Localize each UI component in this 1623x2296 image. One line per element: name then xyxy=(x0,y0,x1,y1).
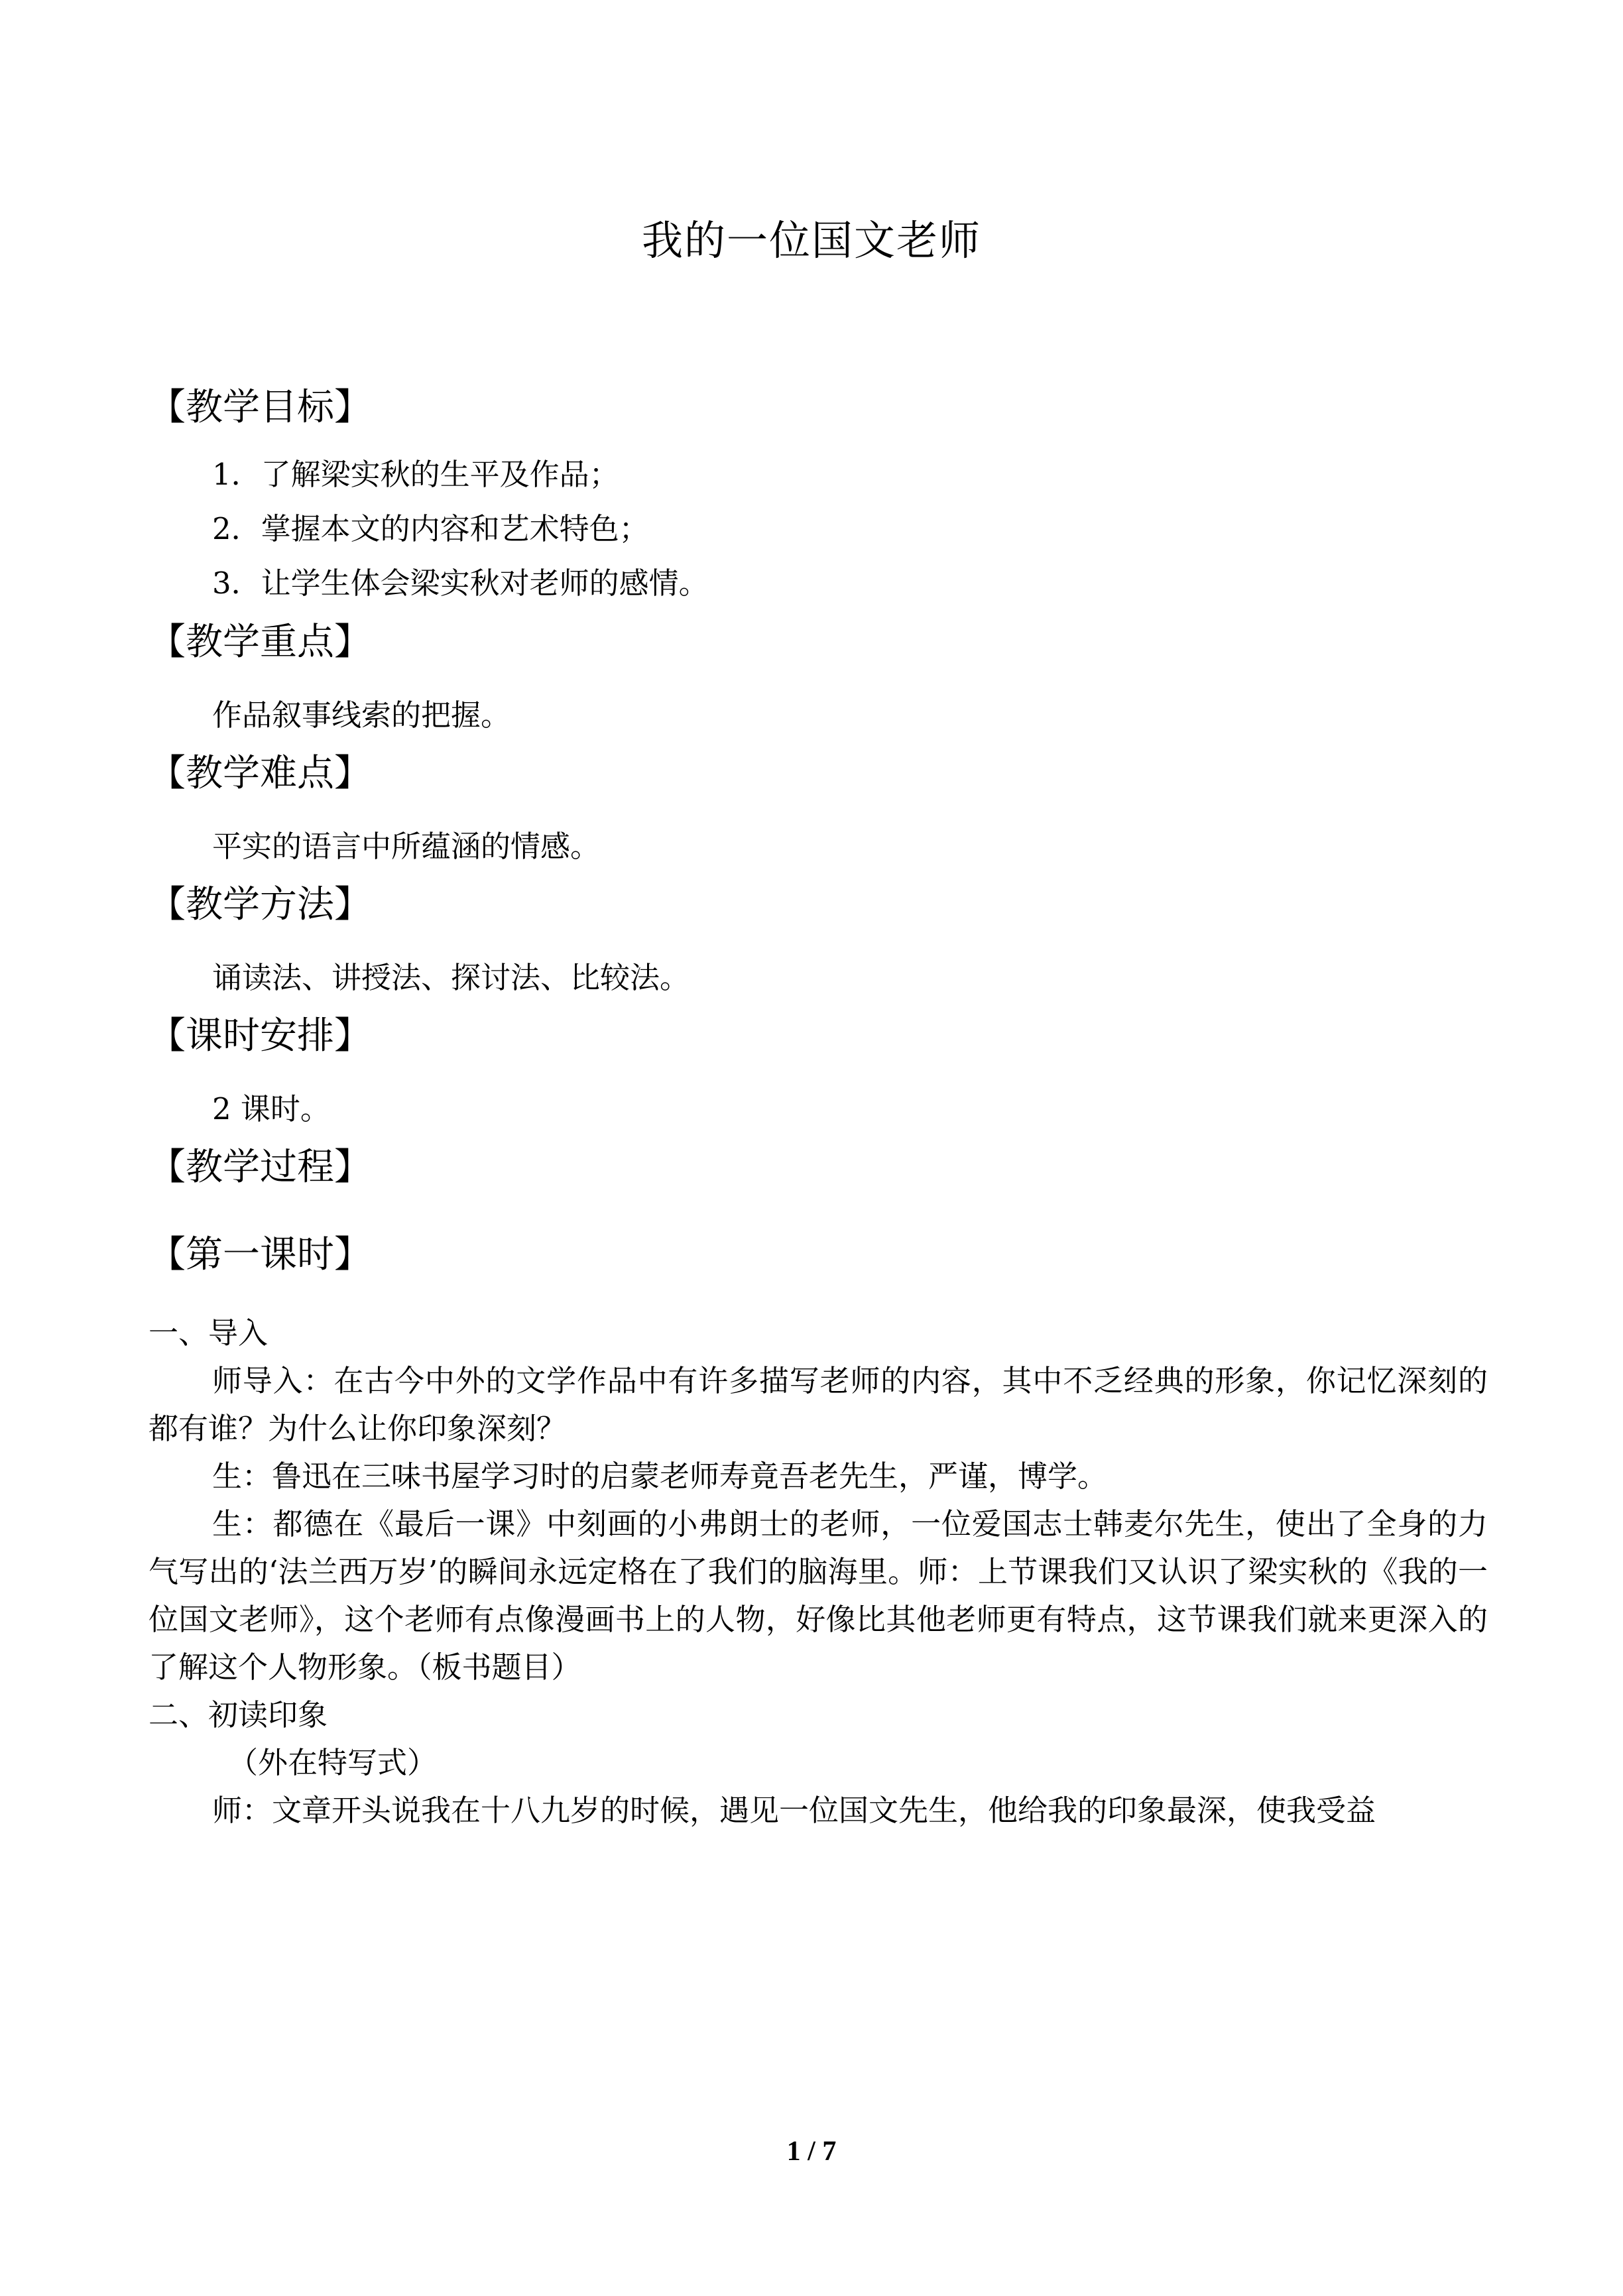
section-heading-first-lesson: 【第一课时】 xyxy=(149,1233,371,1276)
objective-item: 3．让学生体会梁实秋对老师的感情。 xyxy=(212,566,709,601)
body-paragraph: 师：文章开头说我在十八九岁的时候，遇见一位国文先生，他给我的印象最深，使我受益 xyxy=(212,1793,1376,1828)
part-subtitle: （外在特写式） xyxy=(228,1745,438,1780)
section-heading-difficulties: 【教学难点】 xyxy=(149,752,371,795)
section-heading-objectives: 【教学目标】 xyxy=(149,386,371,429)
schedule-text: 2 课时。 xyxy=(212,1091,330,1126)
part-title-first-reading: 二、初读印象 xyxy=(149,1697,328,1732)
objective-item: 1．了解梁实秋的生平及作品； xyxy=(212,457,619,492)
section-heading-key-points: 【教学重点】 xyxy=(149,621,371,664)
body-paragraph: 师导入：在古今中外的文学作品中有许多描写老师的内容，其中不乏经典的形象，你记忆深刻的都有谁？为什么让你印象深刻？ xyxy=(149,1363,1488,1446)
part-title-intro: 一、导入 xyxy=(149,1315,269,1351)
objective-item: 2．掌握本文的内容和艺术特色； xyxy=(212,511,649,546)
body-paragraph: 生：鲁迅在三味书屋学习时的启蒙老师寿竟吾老先生，严谨，博学。 xyxy=(212,1459,1108,1494)
difficulties-text: 平实的语言中所蕴涵的情感。 xyxy=(212,829,601,864)
section-heading-methods: 【教学方法】 xyxy=(149,883,371,926)
key-points-text: 作品叙事线索的把握。 xyxy=(212,697,511,733)
body-paragraph: 生：都德在《最后一课》中刻画的小弗朗士的老师，一位爱国志士韩麦尔先生，使出了全身的力气写出的‘法兰西万岁’的瞬间永远定格在了我们的脑海里。师：上节课我们又认识了梁实秋的《我的一位国文老师》，这个老师有点像漫画书上的人物，好像比其他老师更有特点，这节课我们就来更深入的了解这个人物形象。（板书题目） xyxy=(149,1506,1488,1685)
document-title: 我的一位国文老师 xyxy=(641,216,981,265)
page-number: 1 / 7 xyxy=(786,2136,837,2167)
document-content xyxy=(149,381,1488,1835)
section-heading-process: 【教学过程】 xyxy=(149,1146,371,1189)
section-heading-schedule: 【课时安排】 xyxy=(149,1014,371,1057)
methods-text: 诵读法、讲授法、探讨法、比较法。 xyxy=(212,960,690,995)
